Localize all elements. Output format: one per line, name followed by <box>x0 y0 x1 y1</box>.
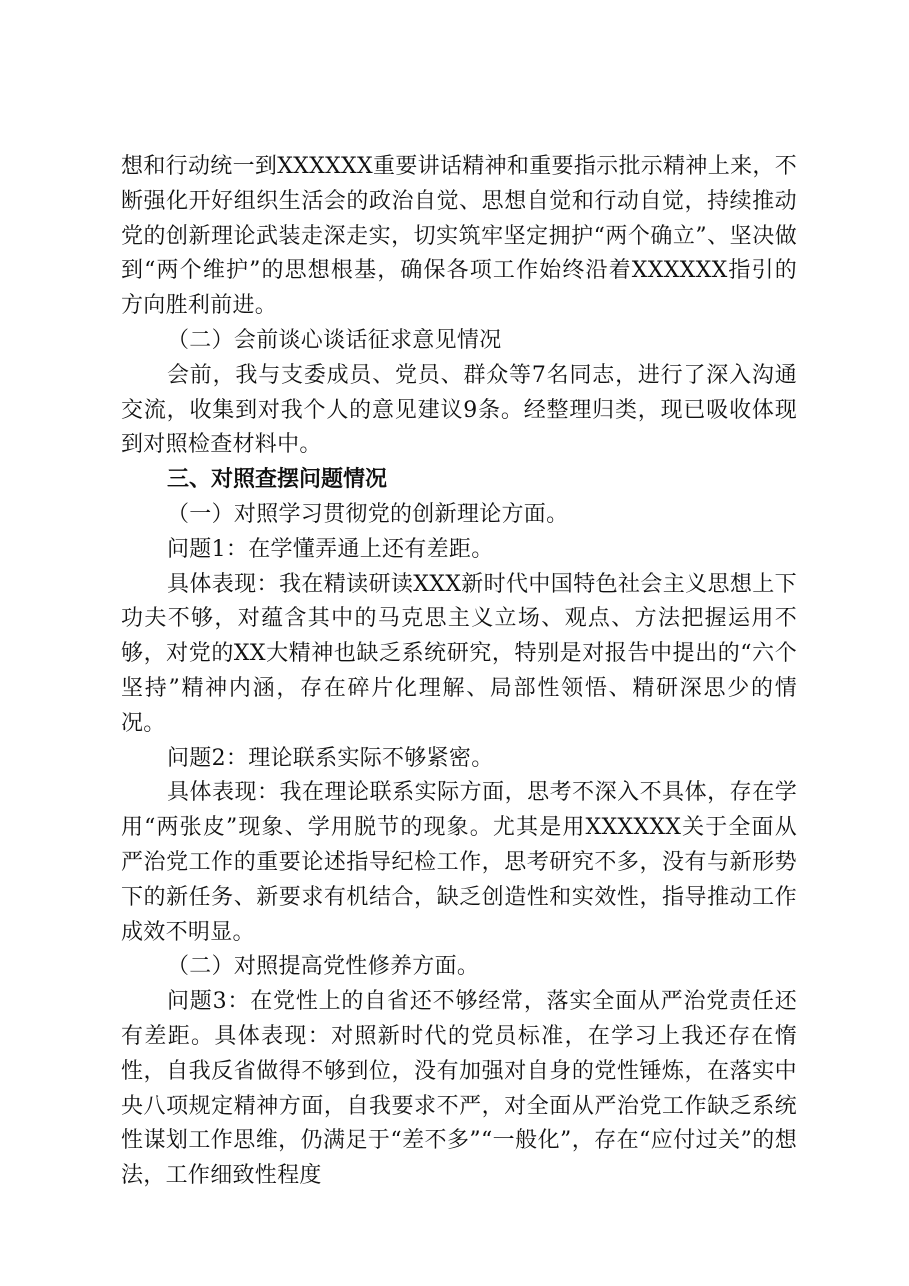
problem-1-detail: 具体表现：我在精读研读XXX新时代中国特色社会主义思想上下功夫不够，对蕴含其中的马克思主义立场、观点、方法把握运用不够，对党的XX大精神也缺乏系统研究，特别是对报告中提出的“六个坚持”精神内涵，存在碎片化理解、局部性领悟、精研深思少的情况。 <box>121 571 797 736</box>
paragraph-pre-meeting-talks: 会前，我与支委成员、党员、群众等7名同志，进行了深入沟通交流，收集到对我个人的意见建议9条。经整理归类，现已吸收体现到对照检查材料中。 <box>121 362 797 458</box>
subheading-party-spirit: （二）对照提高党性修养方面。 <box>167 954 480 980</box>
paragraph-continuation: 想和行动统一到XXXXXX重要讲话精神和重要指示批示精神上来，不断强化开好组织生活会的政治自觉、思想自觉和行动自觉，持续推动党的创新理论武装走深走实，切实筑牢坚定拥护“两个确立”、坚决做到“两个维护”的思想根基，确保各项工作始终沿着XXXXXX指引的方向胜利前进。 <box>121 154 797 319</box>
document-body <box>121 150 797 1194</box>
subheading-pre-meeting-talks: （二）会前谈心谈话征求意见情况 <box>167 327 502 353</box>
problem-1-title: 问题1：在学懂弄通上还有差距。 <box>167 536 494 562</box>
problem-2-title: 问题2：理论联系实际不够紧密。 <box>167 745 494 771</box>
problem-3-detail: 问题3：在党性上的自省还不够经常，落实全面从严治党责任还有差距。具体表现：对照新时代的党员标准，在学习上我还存在惰性，自我反省做得不够到位，没有加强对自身的党性锤炼，在落实中央八项规定精神方面，自我要求不严，对全面从严治党工作缺乏系统性谋划工作思维，仍满足于“差不多”“一般化”，存在“应付过关”的想法，工作细致性程度 <box>121 989 797 1189</box>
section-heading-problems: 三、对照查摆问题情况 <box>167 467 388 493</box>
problem-2-detail: 具体表现：我在理论联系实际方面，思考不深入不具体，存在学用“两张皮”现象、学用脱节的现象。尤其是用XXXXXX关于全面从严治党工作的重要论述指导纪检工作，思考研究不多，没有与新形势下的新任务、新要求有机结合，缺乏创造性和实效性，指导推动工作成效不明显。 <box>121 780 797 945</box>
subheading-theory-study: （一）对照学习贯彻党的创新理论方面。 <box>167 501 569 527</box>
